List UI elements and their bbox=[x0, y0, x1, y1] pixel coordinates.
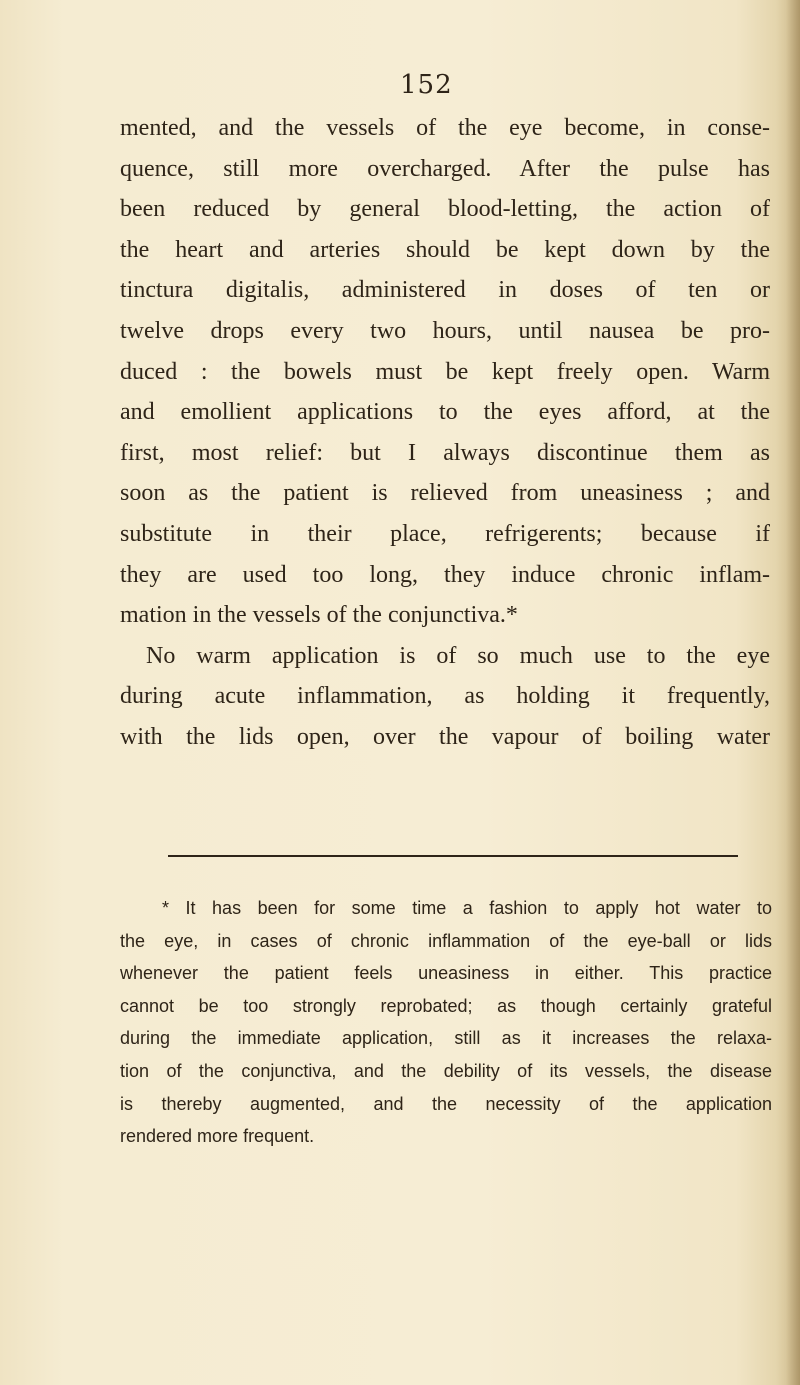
text-line: twelve drops every two hours, until nausea be pro- bbox=[120, 317, 770, 344]
text-line: duced : the bowels must be kept freely open. Warm bbox=[120, 358, 770, 385]
footnote-separator-rule bbox=[168, 855, 738, 857]
text-line: soon as the patient is relieved from uneasiness ; and bbox=[120, 480, 770, 507]
text-line: mation in the vessels of the conjunctiva.* bbox=[120, 602, 518, 629]
text-line: they are used too long, they induce chronic inflam- bbox=[120, 561, 770, 588]
footnote-line: cannot be too strongly reprobated; as though certainly grateful bbox=[120, 995, 772, 1016]
main-text bbox=[120, 108, 770, 758]
footnote-line: whenever the patient feels uneasiness in either. This practice bbox=[120, 963, 772, 984]
footnote-line: tion of the conjunctiva, and the debility of its vessels, the disease bbox=[120, 1060, 772, 1081]
text-line: first, most relief: but I always discontinue them as bbox=[120, 439, 770, 466]
footnote bbox=[120, 892, 772, 1153]
footnote-line: rendered more frequent. bbox=[120, 1126, 315, 1147]
text-line: substitute in their place, refrigerents; because if bbox=[120, 520, 770, 547]
text-line: been reduced by general blood-letting, the action of bbox=[120, 196, 770, 223]
text-line: and emollient applications to the eyes afford, at the bbox=[120, 399, 770, 426]
footnote-line: during the immediate application, still as it increases the relaxa- bbox=[120, 1028, 772, 1049]
text-line: quence, still more overcharged. After the pulse has bbox=[120, 155, 770, 182]
page-number: 152 bbox=[400, 70, 453, 100]
footnote-line: * It has been for some time a fashion to apply hot water to bbox=[162, 898, 772, 918]
text-line: during acute inflammation, as holding it frequently, bbox=[120, 683, 770, 710]
footnote-line: the eye, in cases of chronic inflammation of the eye-ball or lids bbox=[120, 930, 772, 951]
footnote-line: is thereby augmented, and the necessity of the application bbox=[120, 1093, 772, 1114]
text-line: No warm application is of so much use to the eye bbox=[146, 642, 770, 669]
text-line: tinctura digitalis, administered in doses of ten or bbox=[120, 277, 770, 304]
page-edge-shadow bbox=[786, 0, 800, 1385]
text-line: with the lids open, over the vapour of boiling water bbox=[120, 723, 770, 750]
text-line: mented, and the vessels of the eye become, in conse- bbox=[120, 115, 770, 141]
text-line: the heart and arteries should be kept down by the bbox=[120, 236, 770, 263]
